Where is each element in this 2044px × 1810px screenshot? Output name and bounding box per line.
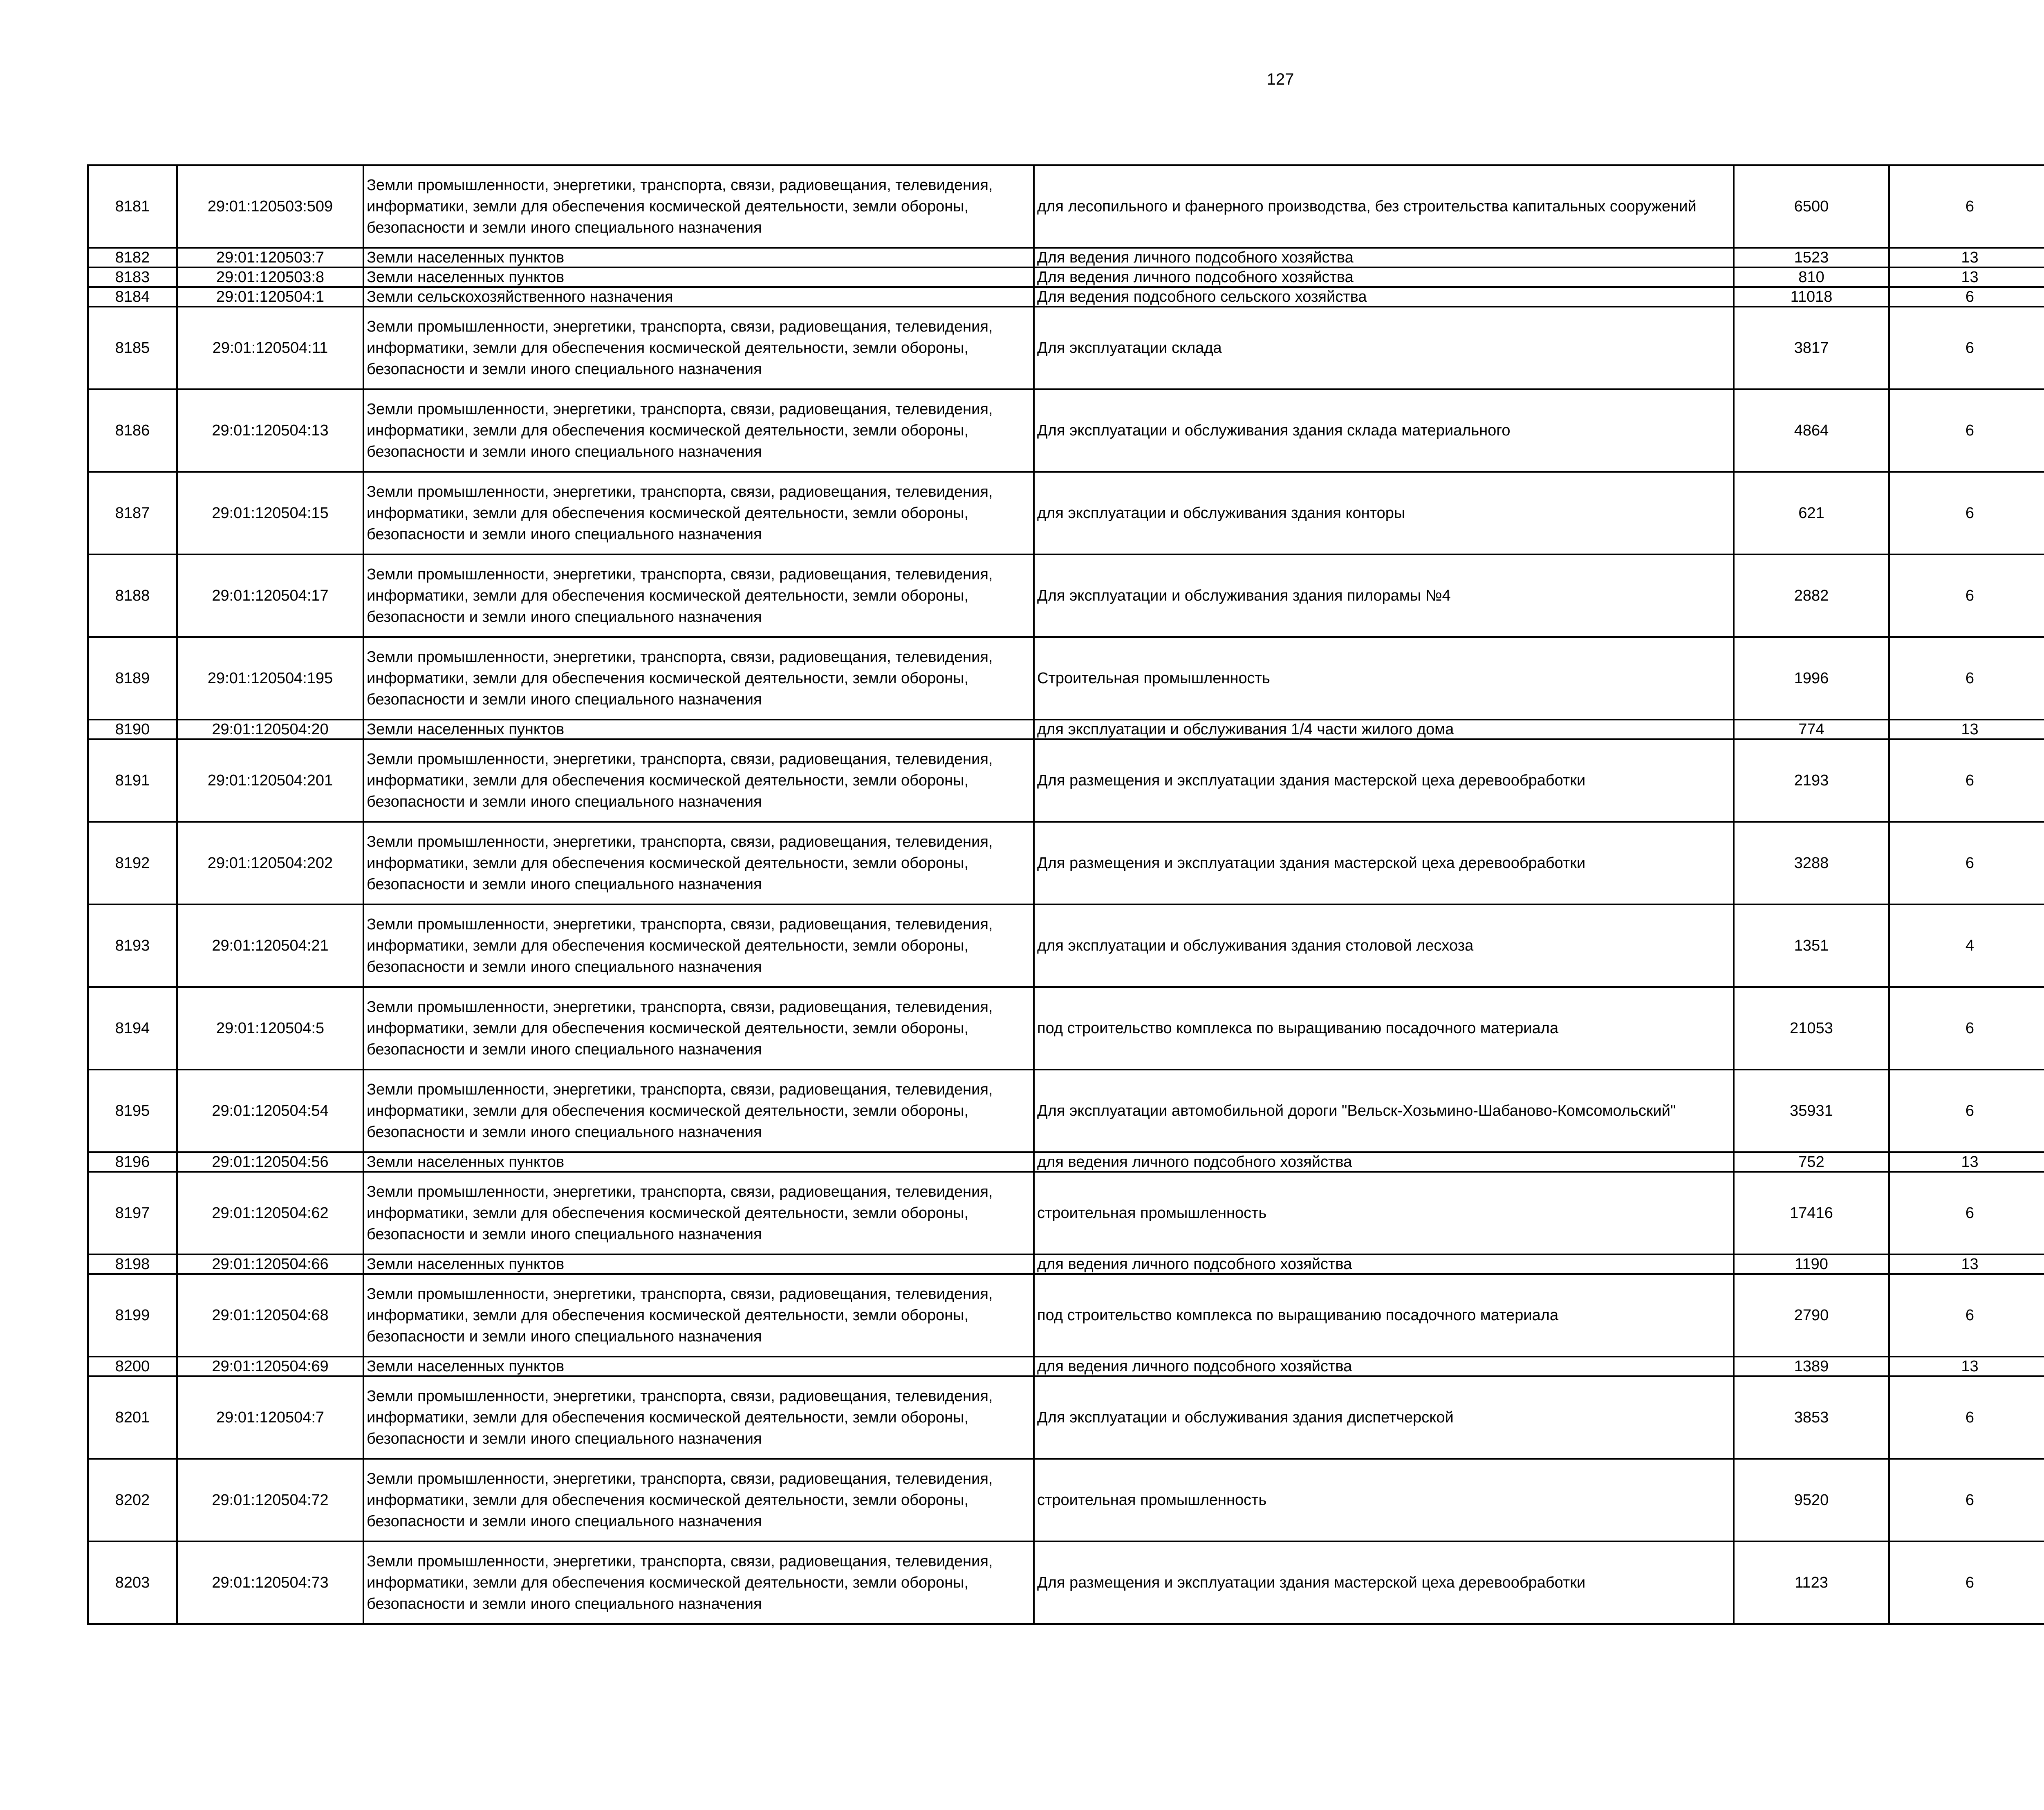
land-category-cell: Земли промышленности, энергетики, транспорта, связи, радиовещания, телевидения, информатики, земли для обеспечения космической деятельности, земли обороны, безопасности и земли иного специального назначения: [363, 165, 1034, 248]
cadastral-number-cell: 29:01:120504:17: [177, 554, 363, 637]
row-number-cell: 8186: [88, 389, 177, 472]
permitted-use-cell: Для эксплуатации и обслуживания здания диспетчерской: [1034, 1376, 1734, 1459]
group-cell: 6: [1889, 637, 2044, 720]
cadastral-number-cell: 29:01:120504:66: [177, 1254, 363, 1274]
cadastral-number-cell: 29:01:120504:195: [177, 637, 363, 720]
cadastral-number-cell: 29:01:120503:8: [177, 267, 363, 287]
permitted-use-cell: Для ведения личного подсобного хозяйства: [1034, 248, 1734, 267]
land-category-cell: Земли населенных пунктов: [363, 267, 1034, 287]
area-cell: 2790: [1734, 1274, 1889, 1357]
table-row: [88, 720, 2044, 739]
permitted-use-cell: Для ведения личного подсобного хозяйства: [1034, 267, 1734, 287]
group-cell: 6: [1889, 1541, 2044, 1624]
group-cell: 6: [1889, 389, 2044, 472]
permitted-use-cell: строительная промышленность: [1034, 1172, 1734, 1254]
cadastral-number-cell: 29:01:120504:1: [177, 287, 363, 307]
group-cell: 6: [1889, 739, 2044, 822]
table-row: [88, 1459, 2044, 1541]
row-number-cell: 8182: [88, 248, 177, 267]
row-number-cell: 8189: [88, 637, 177, 720]
cadastral-number-cell: 29:01:120504:202: [177, 822, 363, 904]
area-cell: 3817: [1734, 307, 1889, 389]
land-category-cell: Земли промышленности, энергетики, транспорта, связи, радиовещания, телевидения, информатики, земли для обеспечения космической деятельности, земли обороны, безопасности и земли иного специального назначения: [363, 307, 1034, 389]
cadastral-number-cell: 29:01:120504:7: [177, 1376, 363, 1459]
cadastral-number-cell: 29:01:120504:21: [177, 904, 363, 987]
row-number-cell: 8190: [88, 720, 177, 739]
area-cell: 3288: [1734, 822, 1889, 904]
permitted-use-cell: для ведения личного подсобного хозяйства: [1034, 1254, 1734, 1274]
row-number-cell: 8181: [88, 165, 177, 248]
area-cell: 1190: [1734, 1254, 1889, 1274]
land-category-cell: Земли промышленности, энергетики, транспорта, связи, радиовещания, телевидения, информатики, земли для обеспечения космической деятельности, земли обороны, безопасности и земли иного специального назначения: [363, 1541, 1034, 1624]
row-number-cell: 8187: [88, 472, 177, 554]
row-number-cell: 8200: [88, 1357, 177, 1376]
table-row: [88, 472, 2044, 554]
permitted-use-cell: Для эксплуатации и обслуживания здания пилорамы №4: [1034, 554, 1734, 637]
row-number-cell: 8203: [88, 1541, 177, 1624]
area-cell: 3853: [1734, 1376, 1889, 1459]
table-row: [88, 1376, 2044, 1459]
land-category-cell: Земли промышленности, энергетики, транспорта, связи, радиовещания, телевидения, информатики, земли для обеспечения космической деятельности, земли обороны, безопасности и земли иного специального назначения: [363, 389, 1034, 472]
group-cell: 6: [1889, 987, 2044, 1070]
area-cell: 21053: [1734, 987, 1889, 1070]
area-cell: 9520: [1734, 1459, 1889, 1541]
row-number-cell: 8202: [88, 1459, 177, 1541]
group-cell: 6: [1889, 165, 2044, 248]
group-cell: 13: [1889, 1152, 2044, 1172]
group-cell: 13: [1889, 267, 2044, 287]
cadastral-number-cell: 29:01:120504:62: [177, 1172, 363, 1254]
cadastral-number-cell: 29:01:120504:15: [177, 472, 363, 554]
area-cell: 810: [1734, 267, 1889, 287]
page-number: 127: [1266, 70, 1294, 88]
area-cell: 4864: [1734, 389, 1889, 472]
land-category-cell: Земли промышленности, энергетики, транспорта, связи, радиовещания, телевидения, информатики, земли для обеспечения космической деятельности, земли обороны, безопасности и земли иного специального назначения: [363, 472, 1034, 554]
table-row: [88, 248, 2044, 267]
cadastral-number-cell: 29:01:120503:509: [177, 165, 363, 248]
land-category-cell: Земли промышленности, энергетики, транспорта, связи, радиовещания, телевидения, информатики, земли для обеспечения космической деятельности, земли обороны, безопасности и земли иного специального назначения: [363, 987, 1034, 1070]
permitted-use-cell: для ведения личного подсобного хозяйства: [1034, 1357, 1734, 1376]
land-registry-table: [87, 164, 2044, 1625]
row-number-cell: 8185: [88, 307, 177, 389]
area-cell: 2193: [1734, 739, 1889, 822]
table-row: [88, 389, 2044, 472]
cadastral-number-cell: 29:01:120504:201: [177, 739, 363, 822]
land-category-cell: Земли населенных пунктов: [363, 248, 1034, 267]
row-number-cell: 8192: [88, 822, 177, 904]
table-row: [88, 1172, 2044, 1254]
row-number-cell: 8201: [88, 1376, 177, 1459]
cadastral-number-cell: 29:01:120504:11: [177, 307, 363, 389]
cadastral-number-cell: 29:01:120504:73: [177, 1541, 363, 1624]
permitted-use-cell: Для эксплуатации автомобильной дороги "Вельск-Хозьмино-Шабаново-Комсомольский": [1034, 1070, 1734, 1152]
table-row: [88, 267, 2044, 287]
row-number-cell: 8188: [88, 554, 177, 637]
table-row: [88, 637, 2044, 720]
group-cell: 6: [1889, 1376, 2044, 1459]
area-cell: 1523: [1734, 248, 1889, 267]
cadastral-number-cell: 29:01:120504:68: [177, 1274, 363, 1357]
table-row: [88, 1070, 2044, 1152]
land-category-cell: Земли промышленности, энергетики, транспорта, связи, радиовещания, телевидения, информатики, земли для обеспечения космической деятельности, земли обороны, безопасности и земли иного специального назначения: [363, 822, 1034, 904]
land-category-cell: Земли сельскохозяйственного назначения: [363, 287, 1034, 307]
land-category-cell: Земли промышленности, энергетики, транспорта, связи, радиовещания, телевидения, информатики, земли для обеспечения космической деятельности, земли обороны, безопасности и земли иного специального назначения: [363, 554, 1034, 637]
row-number-cell: 8198: [88, 1254, 177, 1274]
cadastral-number-cell: 29:01:120504:69: [177, 1357, 363, 1376]
row-number-cell: 8195: [88, 1070, 177, 1152]
land-category-cell: Земли промышленности, энергетики, транспорта, связи, радиовещания, телевидения, информатики, земли для обеспечения космической деятельности, земли обороны, безопасности и земли иного специального назначения: [363, 1376, 1034, 1459]
area-cell: 11018: [1734, 287, 1889, 307]
land-category-cell: Земли промышленности, энергетики, транспорта, связи, радиовещания, телевидения, информатики, земли для обеспечения космической деятельности, земли обороны, безопасности и земли иного специального назначения: [363, 1274, 1034, 1357]
group-cell: 6: [1889, 1274, 2044, 1357]
table-row: [88, 165, 2044, 248]
permitted-use-cell: Для размещения и эксплуатации здания мастерской цеха деревообработки: [1034, 822, 1734, 904]
permitted-use-cell: Для ведения подсобного сельского хозяйства: [1034, 287, 1734, 307]
table-row: [88, 822, 2044, 904]
row-number-cell: 8191: [88, 739, 177, 822]
land-category-cell: Земли промышленности, энергетики, транспорта, связи, радиовещания, телевидения, информатики, земли для обеспечения космической деятельности, земли обороны, безопасности и земли иного специального назначения: [363, 1172, 1034, 1254]
row-number-cell: 8197: [88, 1172, 177, 1254]
row-number-cell: 8199: [88, 1274, 177, 1357]
group-cell: 4: [1889, 904, 2044, 987]
area-cell: 621: [1734, 472, 1889, 554]
permitted-use-cell: Для размещения и эксплуатации здания мастерской цеха деревообработки: [1034, 1541, 1734, 1624]
area-cell: 1123: [1734, 1541, 1889, 1624]
land-category-cell: Земли промышленности, энергетики, транспорта, связи, радиовещания, телевидения, информатики, земли для обеспечения космической деятельности, земли обороны, безопасности и земли иного специального назначения: [363, 1070, 1034, 1152]
land-category-cell: Земли промышленности, энергетики, транспорта, связи, радиовещания, телевидения, информатики, земли для обеспечения космической деятельности, земли обороны, безопасности и земли иного специального назначения: [363, 739, 1034, 822]
land-category-cell: Земли промышленности, энергетики, транспорта, связи, радиовещания, телевидения, информатики, земли для обеспечения космической деятельности, земли обороны, безопасности и земли иного специального назначения: [363, 637, 1034, 720]
permitted-use-cell: Для эксплуатации и обслуживания здания склада материального: [1034, 389, 1734, 472]
row-number-cell: 8196: [88, 1152, 177, 1172]
table-row: [88, 739, 2044, 822]
group-cell: 13: [1889, 1254, 2044, 1274]
area-cell: 2882: [1734, 554, 1889, 637]
area-cell: 6500: [1734, 165, 1889, 248]
row-number-cell: 8194: [88, 987, 177, 1070]
permitted-use-cell: под строительство комплекса по выращиванию посадочного материала: [1034, 1274, 1734, 1357]
permitted-use-cell: для эксплуатации и обслуживания здания столовой лесхоза: [1034, 904, 1734, 987]
area-cell: 17416: [1734, 1172, 1889, 1254]
table-row: [88, 554, 2044, 637]
table-row: [88, 1357, 2044, 1376]
land-category-cell: Земли промышленности, энергетики, транспорта, связи, радиовещания, телевидения, информатики, земли для обеспечения космической деятельности, земли обороны, безопасности и земли иного специального назначения: [363, 904, 1034, 987]
cadastral-number-cell: 29:01:120504:56: [177, 1152, 363, 1172]
land-category-cell: Земли населенных пунктов: [363, 1254, 1034, 1274]
area-cell: 35931: [1734, 1070, 1889, 1152]
cadastral-number-cell: 29:01:120504:13: [177, 389, 363, 472]
group-cell: 13: [1889, 248, 2044, 267]
table-row: [88, 1274, 2044, 1357]
permitted-use-cell: под строительство комплекса по выращиванию посадочного материала: [1034, 987, 1734, 1070]
table-row: [88, 1254, 2044, 1274]
area-cell: 1996: [1734, 637, 1889, 720]
permitted-use-cell: Строительная промышленность: [1034, 637, 1734, 720]
cadastral-number-cell: 29:01:120504:72: [177, 1459, 363, 1541]
table-row: [88, 307, 2044, 389]
table-row: [88, 1152, 2044, 1172]
area-cell: 1351: [1734, 904, 1889, 987]
cadastral-number-cell: 29:01:120504:20: [177, 720, 363, 739]
group-cell: 6: [1889, 1070, 2044, 1152]
permitted-use-cell: Для размещения и эксплуатации здания мастерской цеха деревообработки: [1034, 739, 1734, 822]
group-cell: 6: [1889, 307, 2044, 389]
group-cell: 6: [1889, 554, 2044, 637]
row-number-cell: 8193: [88, 904, 177, 987]
area-cell: 1389: [1734, 1357, 1889, 1376]
permitted-use-cell: для эксплуатации и обслуживания здания конторы: [1034, 472, 1734, 554]
table-row: [88, 987, 2044, 1070]
table-row: [88, 904, 2044, 987]
cadastral-number-cell: 29:01:120503:7: [177, 248, 363, 267]
cadastral-number-cell: 29:01:120504:5: [177, 987, 363, 1070]
permitted-use-cell: для эксплуатации и обслуживания 1/4 части жилого дома: [1034, 720, 1734, 739]
table-row: [88, 1541, 2044, 1624]
area-cell: 774: [1734, 720, 1889, 739]
land-category-cell: Земли промышленности, энергетики, транспорта, связи, радиовещания, телевидения, информатики, земли для обеспечения космической деятельности, земли обороны, безопасности и земли иного специального назначения: [363, 1459, 1034, 1541]
group-cell: 6: [1889, 1172, 2044, 1254]
permitted-use-cell: Для эксплуатации склада: [1034, 307, 1734, 389]
row-number-cell: 8183: [88, 267, 177, 287]
group-cell: 13: [1889, 720, 2044, 739]
cadastral-number-cell: 29:01:120504:54: [177, 1070, 363, 1152]
table-body: [88, 165, 2044, 1624]
permitted-use-cell: строительная промышленность: [1034, 1459, 1734, 1541]
land-category-cell: Земли населенных пунктов: [363, 1357, 1034, 1376]
permitted-use-cell: для лесопильного и фанерного производства, без строительства капитальных сооружений: [1034, 165, 1734, 248]
row-number-cell: 8184: [88, 287, 177, 307]
group-cell: 6: [1889, 822, 2044, 904]
table-row: [88, 287, 2044, 307]
land-category-cell: Земли населенных пунктов: [363, 1152, 1034, 1172]
land-category-cell: Земли населенных пунктов: [363, 720, 1034, 739]
group-cell: 6: [1889, 1459, 2044, 1541]
group-cell: 13: [1889, 1357, 2044, 1376]
permitted-use-cell: для ведения личного подсобного хозяйства: [1034, 1152, 1734, 1172]
area-cell: 752: [1734, 1152, 1889, 1172]
group-cell: 6: [1889, 287, 2044, 307]
group-cell: 6: [1889, 472, 2044, 554]
